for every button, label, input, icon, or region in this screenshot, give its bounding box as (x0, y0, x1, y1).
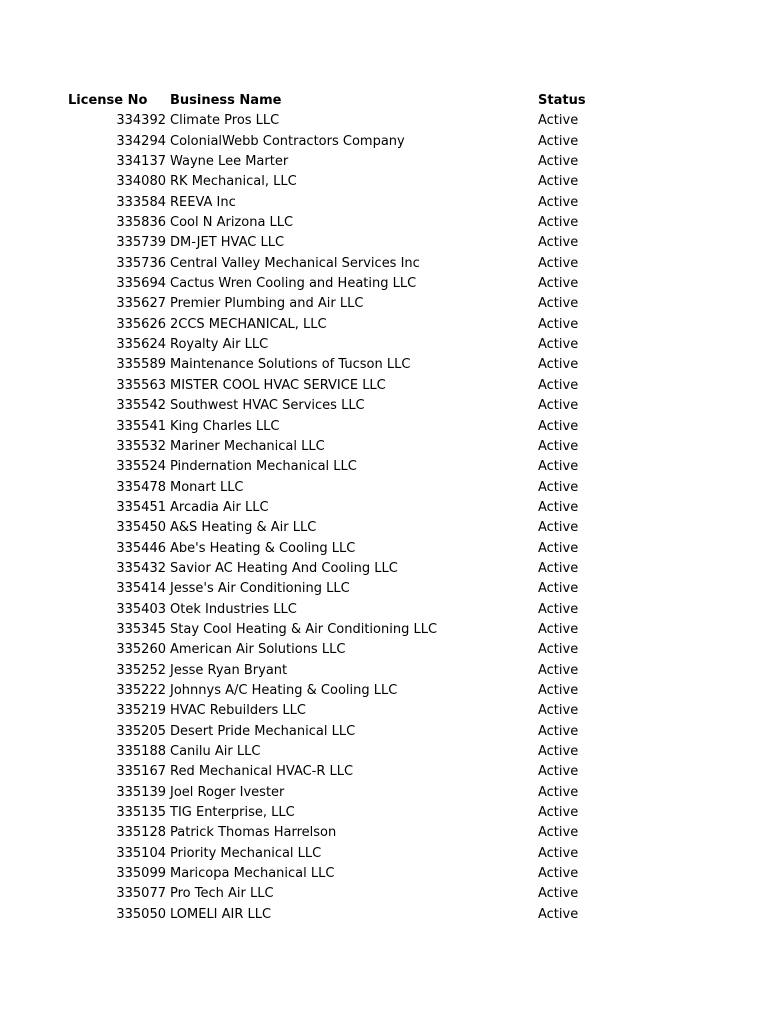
business-name-cell: American Air Solutions LLC (170, 642, 346, 658)
table-row (0, 579, 768, 599)
business-name-cell: Jesse Ryan Bryant (170, 662, 288, 678)
table-row (0, 193, 768, 213)
table-row (0, 823, 768, 843)
table-row (0, 742, 768, 762)
license-number-cell: 333584 (116, 194, 166, 210)
business-name-cell: Wayne Lee Marter (170, 154, 289, 170)
table-row (0, 478, 768, 498)
status-cell: Active (538, 357, 579, 373)
status-cell: Active (538, 438, 579, 454)
status-cell: Active (538, 459, 579, 475)
status-cell: Active (538, 499, 579, 515)
license-number-cell: 335541 (116, 418, 166, 434)
table-row (0, 437, 768, 457)
table-row (0, 864, 768, 884)
status-cell: Active (538, 235, 579, 251)
status-cell: Active (538, 398, 579, 414)
table-row (0, 233, 768, 253)
license-number-cell: 335219 (116, 703, 166, 719)
status-cell: Active (538, 642, 579, 658)
status-cell: Active (538, 805, 579, 821)
status-cell: Active (538, 276, 579, 292)
table-row (0, 376, 768, 396)
header-license-no: License No (68, 93, 148, 108)
status-cell: Active (538, 377, 579, 393)
table-row (0, 884, 768, 904)
table-row (0, 518, 768, 538)
table-row (0, 274, 768, 294)
business-name-cell: Maricopa Mechanical LLC (170, 866, 335, 882)
status-cell: Active (538, 113, 579, 129)
header-business-name: Business Name (170, 93, 282, 108)
status-cell: Active (538, 479, 579, 495)
header-status: Status (538, 93, 586, 108)
status-cell: Active (538, 133, 579, 149)
table-row (0, 661, 768, 681)
business-name-cell: DM-JET HVAC LLC (170, 235, 285, 251)
business-name-cell: Premier Plumbing and Air LLC (170, 296, 364, 312)
license-number-cell: 335135 (116, 805, 166, 821)
table-row (0, 254, 768, 274)
license-number-cell: 334392 (116, 113, 166, 129)
business-name-cell: Central Valley Mechanical Services Inc (170, 255, 420, 271)
business-name-cell: MISTER COOL HVAC SERVICE LLC (170, 377, 386, 393)
status-cell: Active (538, 866, 579, 882)
business-name-cell: HVAC Rebuilders LLC (170, 703, 306, 719)
business-name-cell: Desert Pride Mechanical LLC (170, 723, 356, 739)
business-name-cell: Canilu Air LLC (170, 744, 261, 759)
table-row (0, 600, 768, 620)
license-number-cell: 335563 (116, 377, 166, 393)
business-name-cell: ColonialWebb Contractors Company (170, 133, 405, 149)
license-number-cell: 335345 (116, 621, 166, 637)
license-number-cell: 335403 (116, 601, 166, 617)
business-name-cell: King Charles LLC (170, 418, 280, 434)
license-number-cell: 335478 (116, 479, 166, 495)
business-name-cell: Mariner Mechanical LLC (170, 438, 325, 454)
license-number-cell: 335446 (116, 540, 166, 556)
license-number-cell: 335104 (116, 845, 166, 861)
table-row (0, 172, 768, 192)
status-cell: Active (538, 825, 579, 841)
status-cell: Active (538, 744, 579, 759)
license-number-cell: 335626 (116, 316, 166, 332)
license-number-cell: 335542 (116, 398, 166, 414)
status-cell: Active (538, 784, 579, 800)
business-name-cell: Cactus Wren Cooling and Heating LLC (170, 276, 417, 292)
license-number-cell: 335099 (116, 866, 166, 882)
license-number-cell: 335624 (116, 337, 166, 353)
status-cell: Active (538, 601, 579, 617)
table-row (0, 335, 768, 355)
status-cell: Active (538, 723, 579, 739)
status-cell: Active (538, 520, 579, 536)
table-row (0, 762, 768, 782)
table-row (0, 111, 768, 131)
license-number-cell: 335589 (116, 357, 166, 373)
license-number-cell: 335451 (116, 499, 166, 515)
license-number-cell: 335414 (116, 581, 166, 597)
table-body (0, 111, 768, 925)
license-number-cell: 334137 (116, 154, 166, 170)
status-cell: Active (538, 560, 579, 576)
table-row (0, 783, 768, 803)
table-row (0, 905, 768, 925)
table-row (0, 498, 768, 518)
table-row (0, 132, 768, 152)
business-name-cell: Johnnys A/C Heating & Cooling LLC (170, 682, 398, 698)
business-name-cell: Southwest HVAC Services LLC (170, 398, 365, 414)
business-name-cell: LOMELI AIR LLC (170, 906, 272, 922)
status-cell: Active (538, 215, 579, 231)
business-name-cell: Patrick Thomas Harrelson (170, 825, 337, 841)
status-cell: Active (538, 255, 579, 271)
table-row (0, 355, 768, 375)
table-row (0, 722, 768, 742)
status-cell: Active (538, 703, 579, 719)
license-number-cell: 335836 (116, 215, 166, 231)
table-header-row (0, 91, 768, 111)
business-name-cell: Royalty Air LLC (170, 337, 269, 353)
license-number-cell: 335077 (116, 886, 166, 902)
status-cell: Active (538, 337, 579, 353)
business-name-cell: Pindernation Mechanical LLC (170, 459, 357, 475)
table-row (0, 213, 768, 233)
table-row (0, 701, 768, 721)
table-row (0, 152, 768, 172)
license-table (0, 91, 768, 925)
license-number-cell: 335432 (116, 560, 166, 576)
license-number-cell: 335252 (116, 662, 166, 678)
business-name-cell: Joel Roger Ivester (170, 784, 285, 800)
license-number-cell: 334080 (116, 174, 166, 190)
business-name-cell: Otek Industries LLC (170, 601, 297, 617)
license-number-cell: 335260 (116, 642, 166, 658)
business-name-cell: Stay Cool Heating & Air Conditioning LLC (170, 621, 438, 637)
status-cell: Active (538, 194, 579, 210)
license-number-cell: 335205 (116, 723, 166, 739)
business-name-cell: Red Mechanical HVAC-R LLC (170, 764, 354, 780)
license-number-cell: 335167 (116, 764, 166, 780)
status-cell: Active (538, 886, 579, 902)
status-cell: Active (538, 581, 579, 597)
status-cell: Active (538, 296, 579, 312)
table-row (0, 457, 768, 477)
license-number-cell: 335128 (116, 825, 166, 841)
license-number-cell: 335532 (116, 438, 166, 454)
business-name-cell: Climate Pros LLC (170, 113, 280, 129)
table-row (0, 844, 768, 864)
license-number-cell: 335222 (116, 682, 166, 698)
license-number-cell: 335739 (116, 235, 166, 251)
business-name-cell: Maintenance Solutions of Tucson LLC (170, 357, 411, 373)
table-row (0, 417, 768, 437)
business-name-cell: 2CCS MECHANICAL, LLC (170, 316, 327, 332)
license-number-cell: 335694 (116, 276, 166, 292)
status-cell: Active (538, 154, 579, 170)
business-name-cell: A&S Heating & Air LLC (170, 520, 317, 536)
status-cell: Active (538, 906, 579, 922)
license-number-cell: 334294 (116, 133, 166, 149)
business-name-cell: TIG Enterprise, LLC (170, 805, 295, 821)
license-number-cell: 335188 (116, 744, 166, 759)
license-number-cell: 335524 (116, 459, 166, 475)
table-row (0, 803, 768, 823)
status-cell: Active (538, 621, 579, 637)
business-name-cell: Abe's Heating & Cooling LLC (170, 540, 356, 556)
status-cell: Active (538, 418, 579, 434)
business-name-cell: Pro Tech Air LLC (170, 886, 274, 902)
status-cell: Active (538, 682, 579, 698)
status-cell: Active (538, 316, 579, 332)
license-number-cell: 335050 (116, 906, 166, 922)
table-row (0, 681, 768, 701)
license-number-cell: 335450 (116, 520, 166, 536)
status-cell: Active (538, 540, 579, 556)
table-row (0, 640, 768, 660)
table-row (0, 315, 768, 335)
business-name-cell: Arcadia Air LLC (170, 499, 269, 515)
status-cell: Active (538, 174, 579, 190)
license-number-cell: 335736 (116, 255, 166, 271)
license-number-cell: 335139 (116, 784, 166, 800)
business-name-cell: RK Mechanical, LLC (170, 174, 297, 190)
business-name-cell: REEVA Inc (170, 194, 236, 210)
table-row (0, 396, 768, 416)
business-name-cell: Savior AC Heating And Cooling LLC (170, 560, 398, 576)
business-name-cell: Monart LLC (170, 479, 244, 495)
table-row (0, 559, 768, 579)
business-name-cell: Jesse's Air Conditioning LLC (170, 581, 350, 597)
table-row (0, 294, 768, 314)
table-row (0, 539, 768, 559)
license-number-cell: 335627 (116, 296, 166, 312)
status-cell: Active (538, 845, 579, 861)
business-name-cell: Cool N Arizona LLC (170, 215, 294, 231)
status-cell: Active (538, 764, 579, 780)
table-row (0, 620, 768, 640)
status-cell: Active (538, 662, 579, 678)
business-name-cell: Priority Mechanical LLC (170, 845, 322, 861)
